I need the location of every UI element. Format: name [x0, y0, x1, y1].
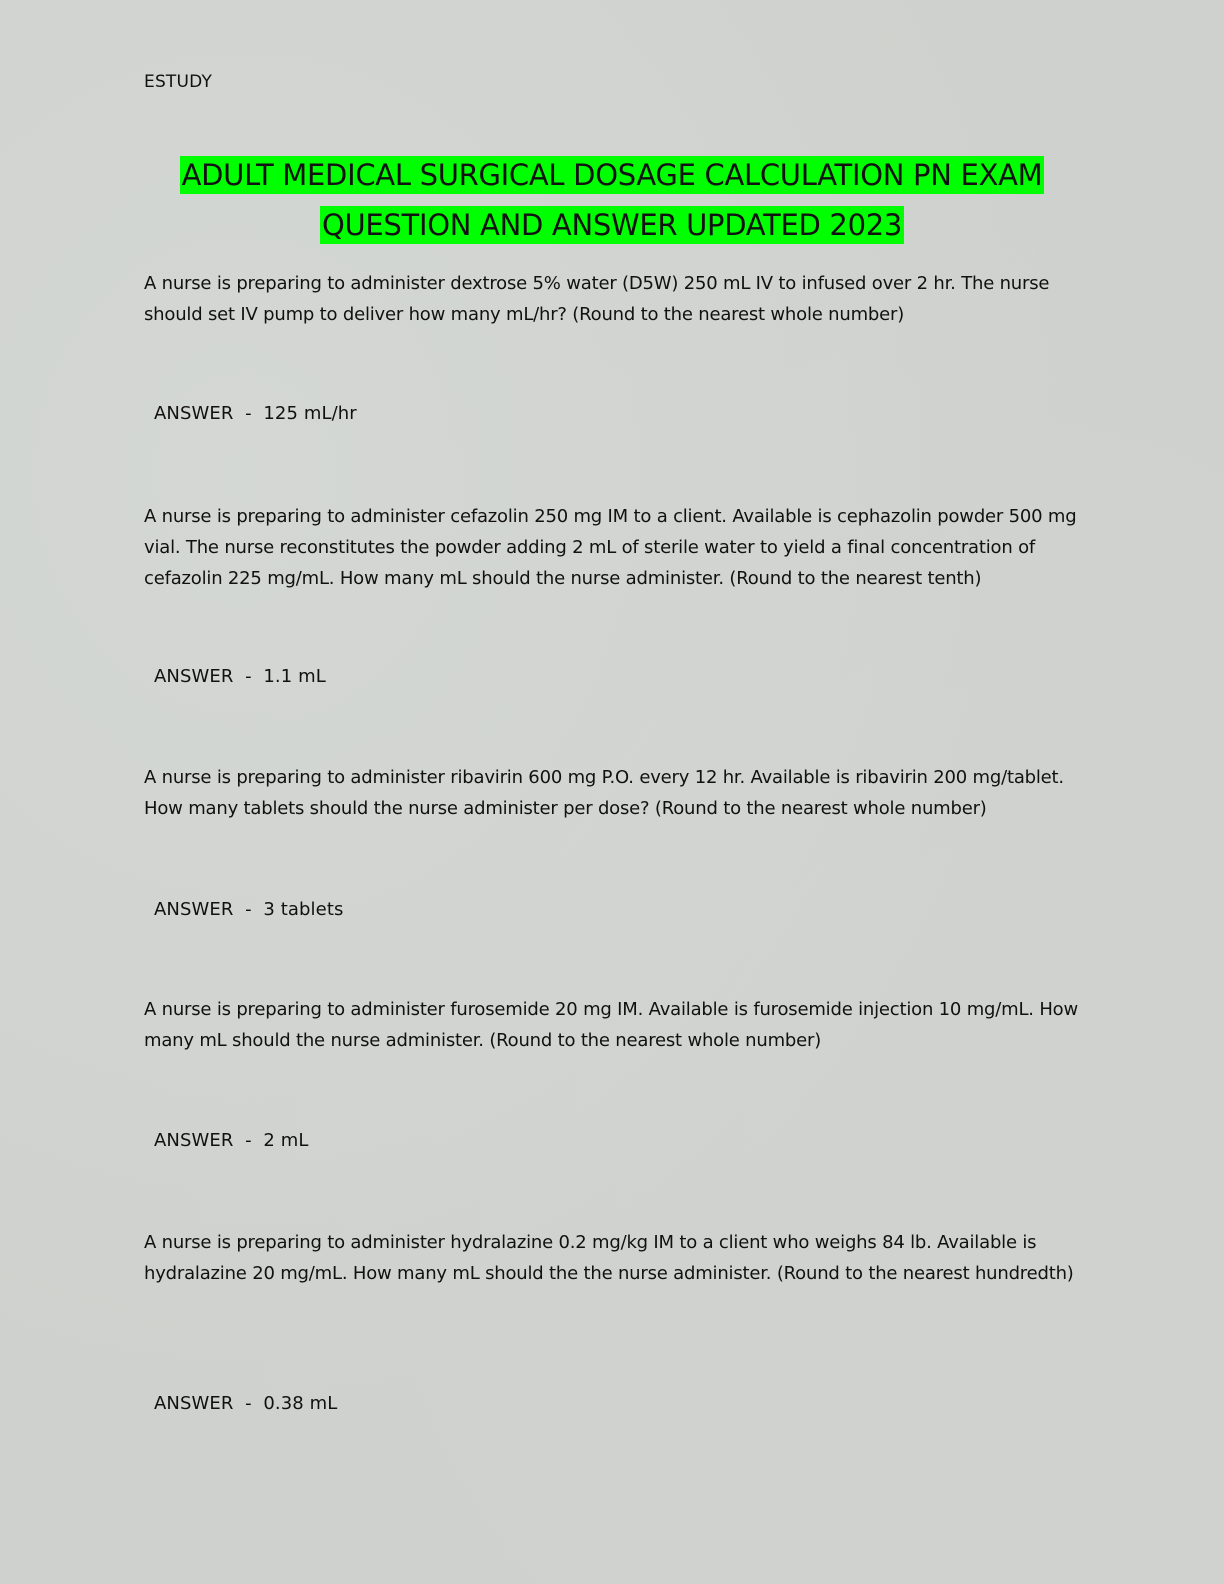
title-line-2: QUESTION AND ANSWER UPDATED 2023 [321, 208, 903, 242]
question-4: A nurse is preparing to administer furosemide 20 mg IM. Available is furosemide injection 10 mg/mL. How many mL should the nurse administer. (Round to the nearest whole number) [144, 999, 1079, 1051]
answer-4: ANSWER - 2 mL [154, 1130, 309, 1151]
question-1: A nurse is preparing to administer dextrose 5% water (D5W) 250 mL IV to infused over 2 hr. The nurse should set IV pump to deliver how many mL/hr? (Round to the nearest whole number) [144, 273, 1050, 325]
title-line-1: ADULT MEDICAL SURGICAL DOSAGE CALCULATION PN EXAM [181, 158, 1043, 192]
question-5: A nurse is preparing to administer hydralazine 0.2 mg/kg IM to a client who weighs 84 lb. Available is hydralazine 20 mg/mL. How many mL should the the nurse administer. (Round to the nearest hundredth) [144, 1232, 1074, 1284]
answer-2: ANSWER - 1.1 mL [154, 666, 326, 687]
answer-3: ANSWER - 3 tablets [154, 899, 344, 920]
document-header: ESTUDY [144, 72, 213, 92]
question-3: A nurse is preparing to administer ribavirin 600 mg P.O. every 12 hr. Available is ribavirin 200 mg/tablet. How many tablets should the nurse administer per dose? (Round to the nearest whole number) [144, 767, 1064, 819]
answer-5: ANSWER - 0.38 mL [154, 1393, 338, 1414]
question-2: A nurse is preparing to administer cefazolin 250 mg IM to a client. Available is cephazolin powder 500 mg vial. The nurse reconstitutes the powder adding 2 mL of sterile water to yield a final concentration of cefazolin 225 mg/mL. How many mL should the nurse administer. (Round to the nearest tenth) [144, 506, 1077, 589]
document-title [120, 150, 1104, 250]
answer-1: ANSWER - 125 mL/hr [154, 403, 357, 424]
